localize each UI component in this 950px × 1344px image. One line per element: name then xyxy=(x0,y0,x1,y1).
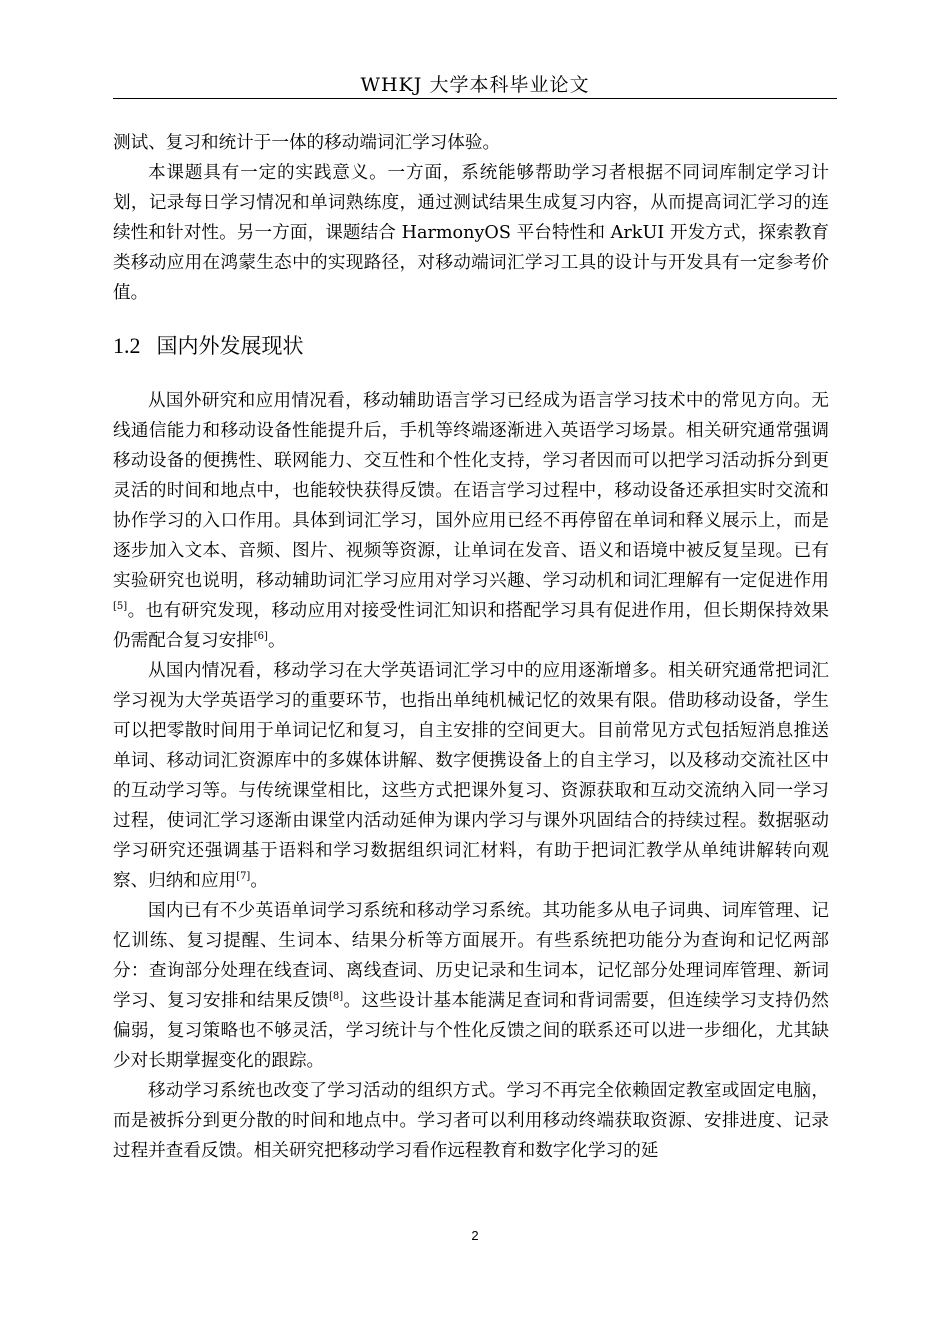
paragraph-continuation: 测试、复习和统计于一体的移动端词汇学习体验。 xyxy=(113,133,501,153)
paragraph-domestic-status: 从国内情况看，移动学习在大学英语词汇学习中的应用逐渐增多。相关研究通常把词汇学习视为大学英语学习的重要环节，也指出单纯机械记忆的效果有限。借助移动设备，学生可以把零散时间用于单词记忆和复习，自主安排的空间更大。目前常见方式包括短消息推送单词、移动词汇资源库中的多媒体讲解、数字便携设备上的自主学习，以及移动交流社区中的互动学习等。与传统课堂相比，这些方式把课外复习、资源获取和互动交流纳入同一学习过程，使词汇学习逐渐由课堂内活动延伸为课内学习与课外巩固结合的持续过程。数据驱动学习研究还强调基于语料和学习数据组织词汇材料，有助于把词汇教学从单纯讲解转向观察、归纳和应用[7]。 xyxy=(113,661,829,891)
paragraph-mobile-learning: 移动学习系统也改变了学习活动的组织方式。学习不再完全依赖固定教室或固定电脑，而是被拆分到更分散的时间和地点中。学习者可以利用移动终端获取资源、安排进度、记录过程并查看反馈。相关研究把移动学习看作远程教育和数字化学习的延 xyxy=(113,1081,829,1161)
section-title: 国内外发展现状 xyxy=(156,334,304,358)
section-number: 1.2 xyxy=(113,333,141,358)
paragraph-significance: 本课题具有一定的实践意义。一方面，系统能够帮助学习者根据不同词库制定学习计划，记录每日学习情况和单词熟练度，通过测试结果生成复习内容，从而提高词汇学习的连续性和针对性。另一方面，课题结合 HarmonyOS 平台特性和 ArkUI 开发方式，探索教育类移动应用在鸿蒙生态中的实现路径，对移动端词汇学习工具的设计与开发具有一定参考价值。 xyxy=(113,163,829,303)
header-divider xyxy=(113,98,837,99)
document-body xyxy=(113,128,829,1166)
page-header-title: WHKJ 大学本科毕业论文 xyxy=(360,74,590,96)
paragraph-existing-systems: 国内已有不少英语单词学习系统和移动学习系统。其功能多从电子词典、词库管理、记忆训练、复习提醒、生词本、结果分析等方面展开。有些系统把功能分为查询和记忆两部分：查询部分处理在线查词、离线查词、历史记录和生词本，记忆部分处理词库管理、新词学习、复习安排和结果反馈[8]。这些设计基本能满足查词和背词需要，但连续学习支持仍然偏弱，复习策略也不够灵活，学习统计与个性化反馈之间的联系还可以进一步细化，尤其缺少对长期掌握变化的跟踪。 xyxy=(113,901,829,1071)
paragraph-foreign-status: 从国外研究和应用情况看，移动辅助语言学习已经成为语言学习技术中的常见方向。无线通信能力和移动设备性能提升后，手机等终端逐渐进入英语学习场景。相关研究通常强调移动设备的便携性、联网能力、交互性和个性化支持，学习者因而可以把学习活动拆分到更灵活的时间和地点中，也能较快获得反馈。在语言学习过程中，移动设备还承担实时交流和协作学习的入口作用。具体到词汇学习，国外应用已经不再停留在单词和释义展示上，而是逐步加入文本、音频、图片、视频等资源，让单词在发音、语义和语境中被反复呈现。已有实验研究也说明，移动辅助词汇学习应用对学习兴趣、学习动机和词汇理解有一定促进作用[5]。也有研究发现，移动应用对接受性词汇知识和搭配学习具有促进作用，但长期保持效果仍需配合复习安排[6]。 xyxy=(113,391,829,651)
citation-6: [6] xyxy=(253,631,268,642)
citation-5: [5] xyxy=(113,601,128,612)
citation-8: [8] xyxy=(328,991,344,1002)
citation-7: [7] xyxy=(236,871,251,882)
page-number: 2 xyxy=(471,1228,479,1243)
section-heading xyxy=(113,328,829,364)
